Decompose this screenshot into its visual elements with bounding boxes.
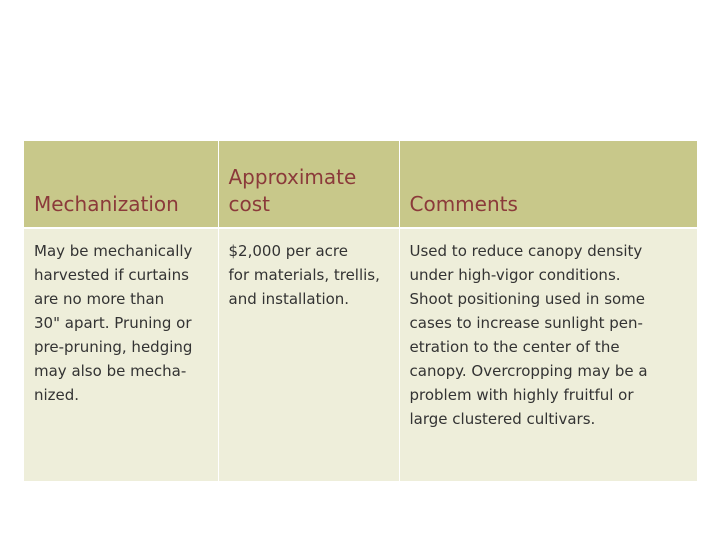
header-approximate-cost-label: Approximate cost bbox=[228, 165, 357, 216]
table-row bbox=[24, 228, 697, 481]
header-comments bbox=[399, 141, 697, 228]
header-row bbox=[24, 141, 697, 228]
cell-comments: Used to reduce canopy density under high-vigor conditions. Shoot positioning used in some cases to increase sunlight pen- etration to the center of the canopy. Overcropping may be a problem with highly fruitful or large clustered cultivars. bbox=[399, 228, 697, 481]
cell-approximate-cost: $2,000 per acre for materials, trellis, and installation. bbox=[218, 228, 399, 481]
data-table bbox=[24, 141, 697, 481]
header-approximate-cost bbox=[218, 141, 399, 228]
header-mechanization bbox=[24, 141, 218, 228]
header-mechanization-label: Mechanization bbox=[34, 192, 179, 216]
cell-mechanization: May be mechanically harvested if curtains are no more than 30" apart. Pruning or pre-pruning, hedging may also be mecha- nized. bbox=[24, 228, 218, 481]
header-comments-label: Comments bbox=[409, 192, 518, 216]
